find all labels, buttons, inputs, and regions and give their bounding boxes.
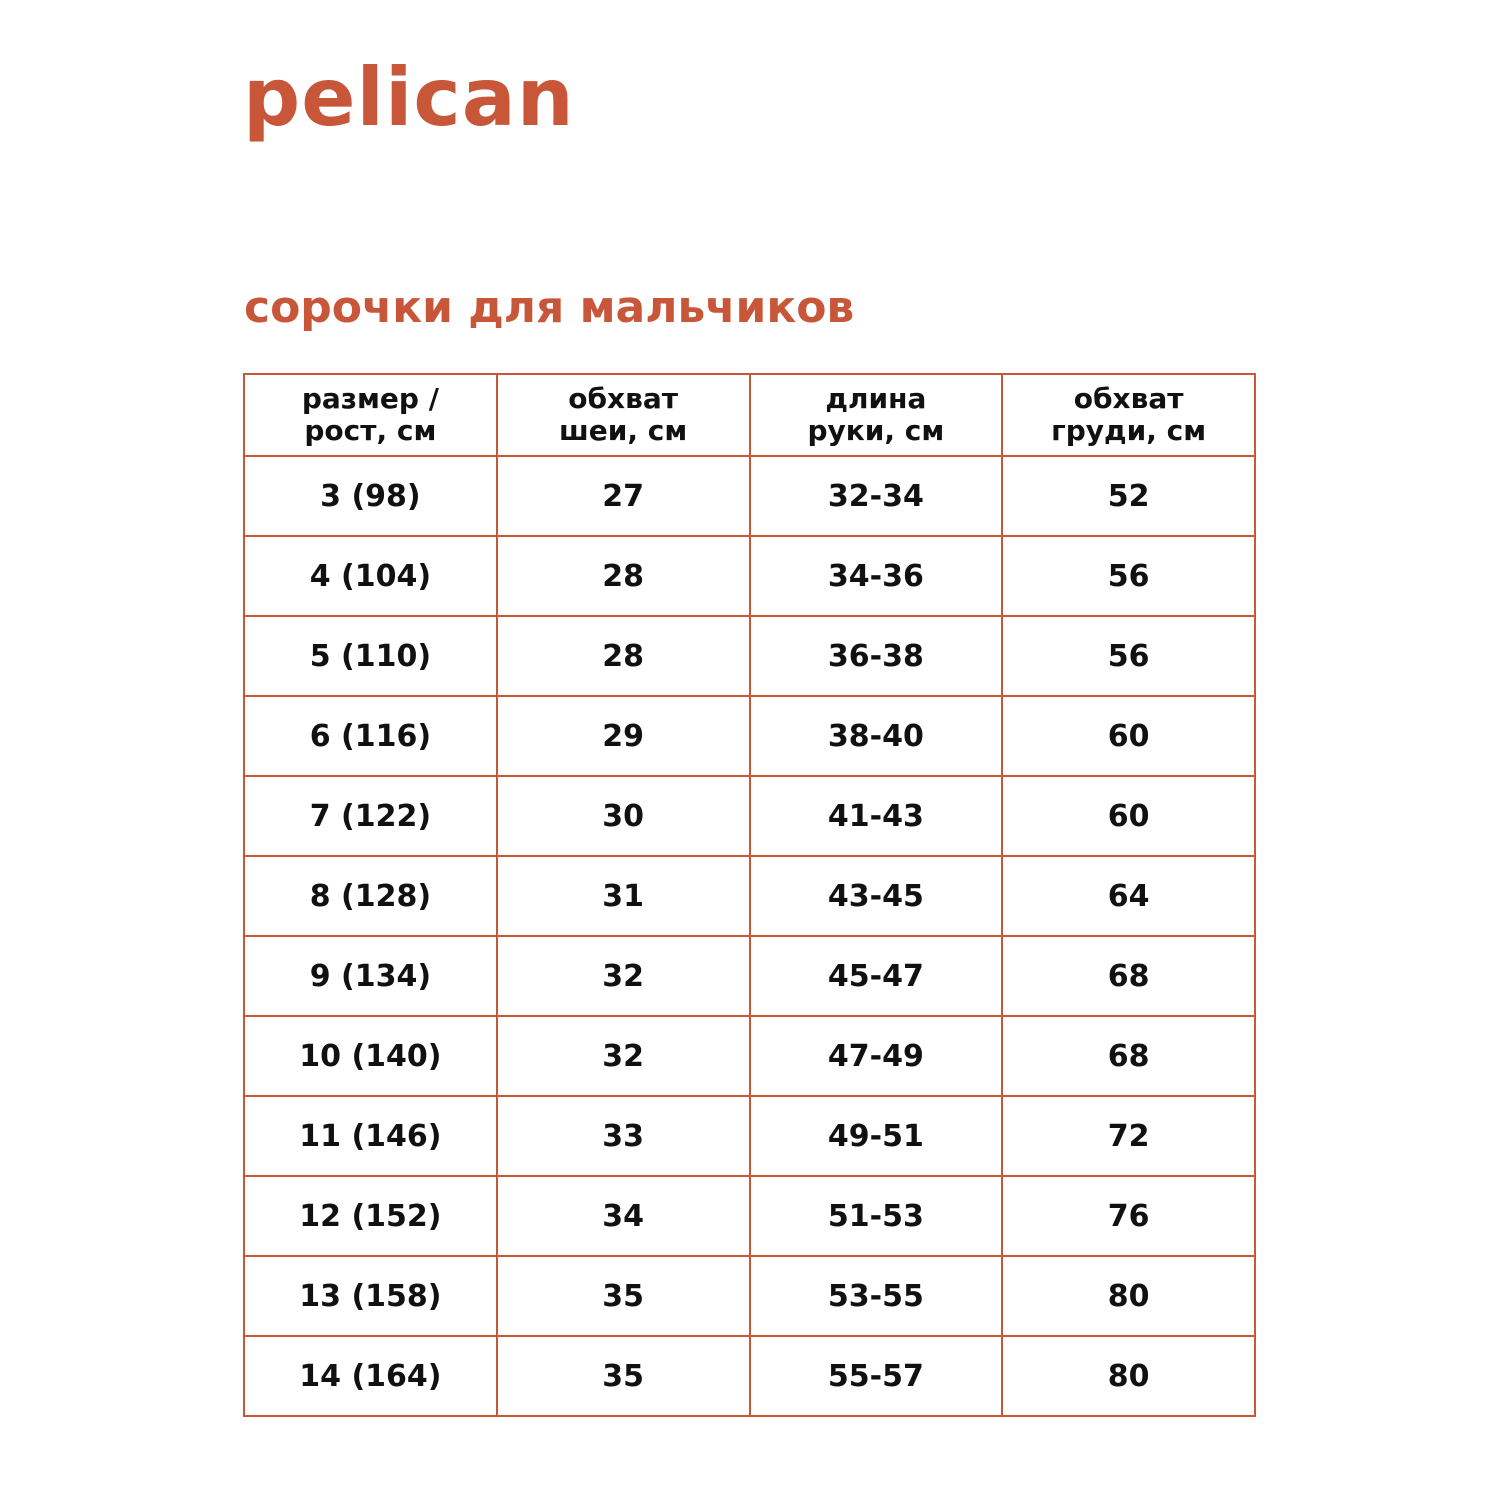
header-line: размер / <box>301 382 439 415</box>
table-cell: 47-49 <box>750 1016 1003 1096</box>
table-body <box>244 456 1255 1416</box>
table-cell: 11 (146) <box>244 1096 497 1176</box>
table-cell: 29 <box>497 696 750 776</box>
table-cell: 68 <box>1002 936 1255 1016</box>
table-cell: 45-47 <box>750 936 1003 1016</box>
table-cell: 13 (158) <box>244 1256 497 1336</box>
page-title: сорочки для мальчиков <box>244 282 855 333</box>
table-row <box>244 456 1255 536</box>
table-cell: 43-45 <box>750 856 1003 936</box>
table-cell: 53-55 <box>750 1256 1003 1336</box>
table-row <box>244 776 1255 856</box>
table-row <box>244 1016 1255 1096</box>
table-cell: 68 <box>1002 1016 1255 1096</box>
header-neck <box>497 374 750 456</box>
header-line: шеи, см <box>559 414 688 447</box>
table-cell: 10 (140) <box>244 1016 497 1096</box>
header-sleeve <box>750 374 1003 456</box>
table-row <box>244 1096 1255 1176</box>
table-cell: 32 <box>497 936 750 1016</box>
table-cell: 72 <box>1002 1096 1255 1176</box>
table-header-row <box>244 374 1255 456</box>
header-line: обхват <box>568 382 678 415</box>
table-row <box>244 696 1255 776</box>
table-cell: 49-51 <box>750 1096 1003 1176</box>
table-row <box>244 1336 1255 1416</box>
table-cell: 27 <box>497 456 750 536</box>
table-cell: 34-36 <box>750 536 1003 616</box>
header-line: длина <box>825 382 927 415</box>
table-cell: 6 (116) <box>244 696 497 776</box>
table-cell: 80 <box>1002 1256 1255 1336</box>
table-cell: 14 (164) <box>244 1336 497 1416</box>
header-size-height <box>244 374 497 456</box>
table-cell: 55-57 <box>750 1336 1003 1416</box>
table-cell: 34 <box>497 1176 750 1256</box>
table-cell: 12 (152) <box>244 1176 497 1256</box>
header-line: обхват <box>1073 382 1184 415</box>
header-line: рост, см <box>304 414 437 447</box>
table-cell: 56 <box>1002 536 1255 616</box>
table-cell: 60 <box>1002 776 1255 856</box>
table-cell: 52 <box>1002 456 1255 536</box>
table-cell: 31 <box>497 856 750 936</box>
table-cell: 38-40 <box>750 696 1003 776</box>
table-cell: 7 (122) <box>244 776 497 856</box>
table-cell: 41-43 <box>750 776 1003 856</box>
table-row <box>244 856 1255 936</box>
table-row <box>244 536 1255 616</box>
header-chest <box>1002 374 1255 456</box>
table-cell: 80 <box>1002 1336 1255 1416</box>
table-cell: 33 <box>497 1096 750 1176</box>
table-cell: 56 <box>1002 616 1255 696</box>
table-cell: 64 <box>1002 856 1255 936</box>
table-row <box>244 616 1255 696</box>
header-line: руки, см <box>807 414 945 447</box>
table-cell: 3 (98) <box>244 456 497 536</box>
table-cell: 28 <box>497 536 750 616</box>
table-cell: 35 <box>497 1256 750 1336</box>
table-cell: 28 <box>497 616 750 696</box>
table-cell: 32-34 <box>750 456 1003 536</box>
table-cell: 35 <box>497 1336 750 1416</box>
table-cell: 4 (104) <box>244 536 497 616</box>
table-cell: 32 <box>497 1016 750 1096</box>
table-cell: 76 <box>1002 1176 1255 1256</box>
header-line: груди, см <box>1051 414 1207 447</box>
size-table <box>243 373 1256 1417</box>
table-cell: 9 (134) <box>244 936 497 1016</box>
table-cell: 60 <box>1002 696 1255 776</box>
table-row <box>244 936 1255 1016</box>
table-cell: 36-38 <box>750 616 1003 696</box>
table-row <box>244 1256 1255 1336</box>
table-cell: 5 (110) <box>244 616 497 696</box>
table-row <box>244 1176 1255 1256</box>
table-cell: 30 <box>497 776 750 856</box>
table-cell: 8 (128) <box>244 856 497 936</box>
brand-logo: pelican <box>243 51 575 144</box>
table-cell: 51-53 <box>750 1176 1003 1256</box>
